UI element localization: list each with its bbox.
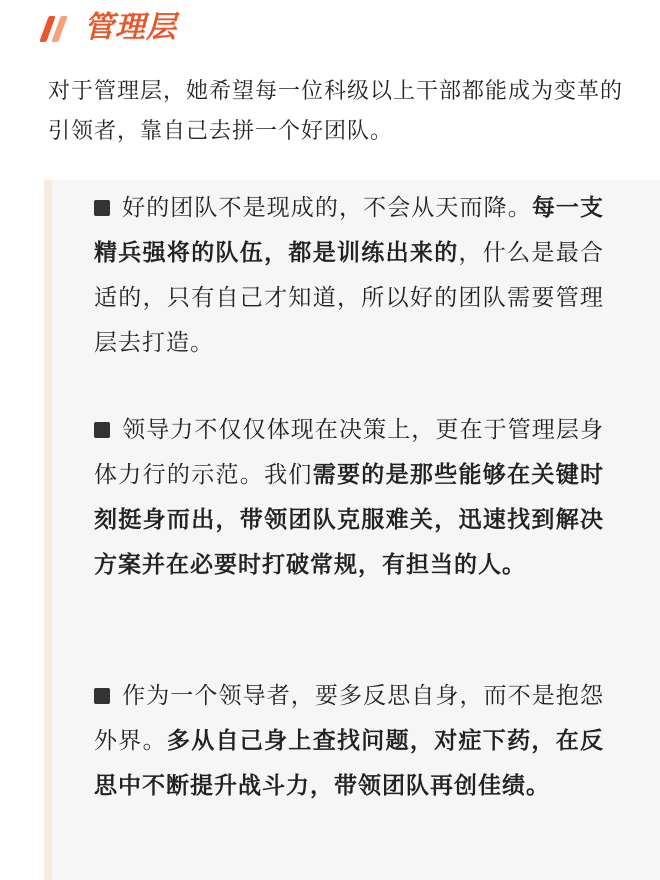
quote-paragraph-2 bbox=[94, 408, 604, 588]
title-stripes-icon bbox=[40, 12, 76, 44]
quote-3-text: 作为一个领导者，要多反思自身，而不是抱怨外界。 bbox=[94, 683, 604, 754]
quote-2-bold: 需要的是那些能够在关键时刻挺身而出，带领团队克服难关，迅速找到解决方案并在必要时打破常规，有担当的人。 bbox=[94, 462, 605, 578]
quote-1-text: 好的团队不是现成的，不会从天而降。 bbox=[122, 195, 532, 221]
quote-1-bold: 每一支精兵强将的队伍，都是训练出来的 bbox=[94, 195, 605, 266]
square-bullet-icon bbox=[94, 688, 110, 704]
quote-3-bold: 多从自己身上查找问题，对症下药，在反思中不断提升战斗力，带领团队再创佳绩。 bbox=[94, 728, 605, 799]
section-title: 管理层 bbox=[84, 10, 177, 45]
quote-1-text-2: ，什么是最合适的，只有自己才知道，所以好的团队需要管理层去打造。 bbox=[94, 240, 605, 356]
quote-block bbox=[44, 180, 660, 880]
quote-bar bbox=[44, 180, 52, 880]
quote-paragraph-3 bbox=[94, 674, 604, 809]
section-header bbox=[40, 8, 177, 48]
square-bullet-icon bbox=[94, 422, 110, 438]
quote-2-text: 领导力不仅仅体现在决策上，更在于管理层身体力行的示范。我们 bbox=[94, 417, 604, 488]
intro-paragraph: 对于管理层，她希望每一位科级以上干部都能成为变革的引领者，靠自己去拼一个好团队。 bbox=[48, 79, 624, 144]
quote-paragraph-1 bbox=[94, 186, 604, 366]
square-bullet-icon bbox=[94, 200, 110, 216]
